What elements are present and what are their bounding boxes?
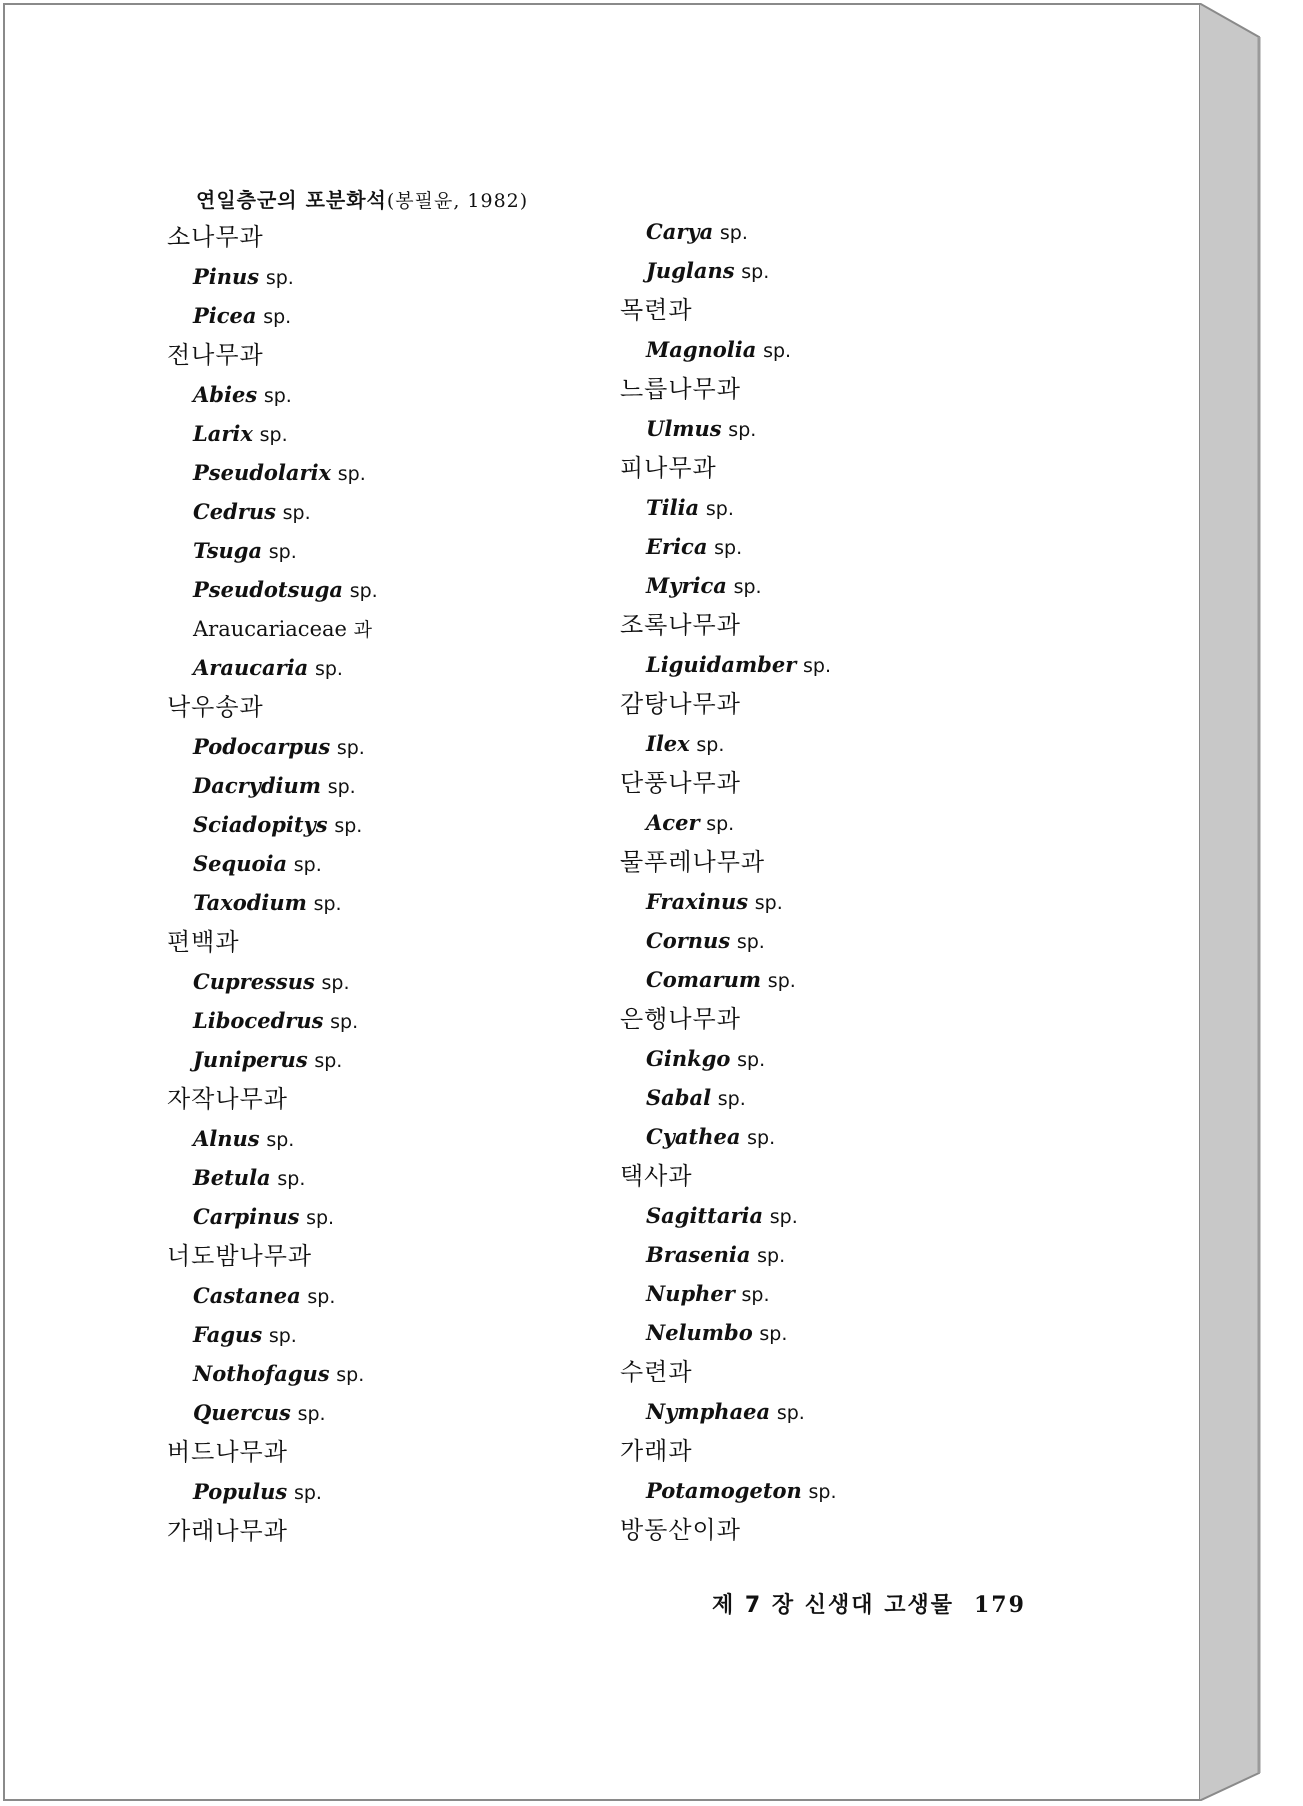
footer-chapter: 제 7 장 신생대 고생물 [712,1593,954,1618]
genus-entry [167,380,292,411]
species-abbrev: sp. [330,1011,359,1033]
genus-name: Dacrydium [193,773,322,798]
species-abbrev: sp. [293,1482,322,1504]
genus-name: Juniperus [193,1047,308,1072]
genus-name: Pinus [193,264,260,289]
species-abbrev: sp. [757,1245,786,1267]
species-abbrev: sp. [719,222,748,244]
genus-entry [620,926,765,957]
genus-entry [620,1476,836,1507]
species-abbrev: sp. [759,1323,788,1345]
species-abbrev: sp. [717,1088,746,1110]
genus-name: Sagittaria [646,1203,764,1228]
genus-entry [167,653,343,684]
species-abbrev: sp. [802,655,831,677]
species-abbrev: sp. [737,1049,766,1071]
family-heading: 조록나무과 [620,611,741,639]
family-heading: 낙우송과 [167,693,264,721]
genus-entry [620,1279,770,1310]
genus-name: Pseudotsuga [193,577,344,602]
genus-name: Acer [646,810,700,835]
family-heading: 감탕나무과 [620,690,741,718]
latin-family-suffix: 과 [353,619,372,641]
genus-entry [167,1320,297,1351]
book-spine-shape [1199,3,1263,1801]
species-abbrev: sp. [349,580,378,602]
genus-name: Nothofagus [193,1361,330,1386]
genus-name: Araucaria [193,655,309,680]
species-abbrev: sp. [307,1286,336,1308]
genus-name: Sciadopitys [193,812,328,837]
family-heading: 물푸레나무과 [620,848,766,876]
genus-name: Erica [646,534,708,559]
species-abbrev: sp. [265,267,294,289]
genus-name: Ilex [646,731,690,756]
genus-entry [620,493,734,524]
book-spine [1199,3,1263,1801]
species-abbrev: sp. [754,892,783,914]
species-abbrev: sp. [763,340,792,362]
genus-name: Quercus [193,1400,291,1425]
genus-entry [167,497,311,528]
species-abbrev: sp. [268,1325,297,1347]
genus-name: Carya [646,219,714,244]
genus-name: Tsuga [193,538,263,563]
family-heading: 편백과 [167,928,240,956]
species-abbrev: sp. [259,424,288,446]
genus-entry [620,808,734,839]
genus-name: Cedrus [193,499,276,524]
family-heading: 은행나무과 [620,1005,741,1033]
genus-entry [167,536,297,567]
genus-name: Sequoia [193,851,288,876]
genus-entry [167,419,288,450]
family-heading: 자작나무과 [167,1085,288,1113]
genus-entry [167,301,291,332]
family-heading: 단풍나무과 [620,769,741,797]
genus-entry [620,414,756,445]
genus-entry [167,1202,334,1233]
species-abbrev: sp. [313,893,342,915]
species-abbrev: sp. [705,498,734,520]
genus-name: Cupressus [193,969,315,994]
genus-name: Larix [193,421,253,446]
genus-name: Ginkgo [646,1046,731,1071]
species-abbrev: sp. [293,854,322,876]
family-heading: 가래나무과 [167,1517,288,1545]
genus-name: Comarum [646,967,762,992]
species-abbrev: sp. [268,541,297,563]
species-abbrev: sp. [266,1129,295,1151]
genus-entry [167,1006,358,1037]
latin-family-name: Araucariaceae [193,617,347,641]
species-abbrev: sp. [334,815,363,837]
genus-entry [620,729,724,760]
genus-name: Libocedrus [193,1008,324,1033]
genus-name: Nelumbo [646,1320,753,1345]
genus-entry [620,256,769,287]
genus-entry [167,888,342,919]
page-footer [712,1588,1026,1619]
genus-name: Castanea [193,1283,301,1308]
genus-entry [620,1044,765,1075]
genus-name: Picea [193,303,257,328]
latin-family-entry [167,614,372,645]
family-heading: 수련과 [620,1358,693,1386]
genus-entry [167,849,322,880]
genus-name: Juglans [646,258,735,283]
genus-entry [167,1124,294,1155]
genus-entry [620,335,791,366]
genus-name: Taxodium [193,890,307,915]
family-heading: 목련과 [620,296,693,324]
species-abbrev: sp. [767,970,796,992]
species-abbrev: sp. [314,658,343,680]
title-source: (봉필윤, 1982) [386,190,529,212]
family-heading: 가래과 [620,1437,693,1465]
genus-entry [167,732,365,763]
genus-name: Nymphaea [646,1399,771,1424]
species-abbrev: sp. [321,972,350,994]
genus-name: Tilia [646,495,700,520]
genus-name: Ulmus [646,416,722,441]
family-heading: 전나무과 [167,341,264,369]
family-heading: 피나무과 [620,454,717,482]
species-abbrev: sp. [776,1402,805,1424]
genus-entry [620,650,831,681]
genus-entry [620,1240,785,1271]
genus-entry [167,575,378,606]
genus-entry [167,967,350,998]
family-heading: 너도밤나무과 [167,1242,313,1270]
genus-entry [620,965,796,996]
title-main: 연일층군의 포분화석 [196,188,387,212]
species-abbrev: sp. [741,261,770,283]
species-abbrev: sp. [336,737,365,759]
family-heading: 버드나무과 [167,1438,288,1466]
genus-entry [167,810,362,841]
species-abbrev: sp. [314,1050,343,1072]
species-abbrev: sp. [282,502,311,524]
genus-name: Sabal [646,1085,712,1110]
family-heading: 방동산이과 [620,1516,741,1544]
genus-name: Fraxinus [646,889,749,914]
species-abbrev: sp. [297,1403,326,1425]
genus-entry [167,771,356,802]
genus-entry [620,1318,787,1349]
species-abbrev: sp. [736,931,765,953]
genus-entry [167,1477,322,1508]
genus-name: Abies [193,382,258,407]
species-abbrev: sp. [769,1206,798,1228]
species-abbrev: sp. [706,813,735,835]
genus-entry [620,571,762,602]
genus-name: Pseudolarix [193,460,332,485]
genus-entry [620,532,742,563]
genus-entry [167,1281,335,1312]
species-abbrev: sp. [808,1481,837,1503]
genus-entry [620,217,748,248]
genus-name: Alnus [193,1126,260,1151]
species-abbrev: sp. [741,1284,770,1306]
genus-entry [167,1163,305,1194]
species-abbrev: sp. [263,306,292,328]
genus-name: Cornus [646,928,731,953]
genus-entry [167,1359,364,1390]
genus-entry [167,1398,326,1429]
species-abbrev: sp. [277,1168,306,1190]
species-abbrev: sp. [733,576,762,598]
species-abbrev: sp. [714,537,743,559]
species-abbrev: sp. [336,1364,365,1386]
genus-name: Podocarpus [193,734,331,759]
species-abbrev: sp. [306,1207,335,1229]
genus-entry [167,458,366,489]
species-abbrev: sp. [696,734,725,756]
species-abbrev: sp. [263,385,292,407]
genus-entry [620,1201,798,1232]
species-abbrev: sp. [337,463,366,485]
genus-name: Betula [193,1165,271,1190]
genus-name: Nupher [646,1281,735,1306]
page-number: 179 [973,1592,1026,1618]
page-title [196,184,528,213]
family-heading: 택사과 [620,1162,693,1190]
species-abbrev: sp. [728,419,757,441]
genus-name: Potamogeton [646,1478,802,1503]
genus-name: Myrica [646,573,727,598]
genus-entry [620,1122,775,1153]
genus-name: Brasenia [646,1242,751,1267]
family-heading: 소나무과 [167,223,264,251]
genus-entry [167,1045,342,1076]
genus-name: Fagus [193,1322,263,1347]
genus-name: Magnolia [646,337,757,362]
genus-name: Populus [193,1479,288,1504]
genus-name: Liguidamber [646,652,797,677]
genus-name: Cyathea [646,1124,741,1149]
genus-entry [620,1397,805,1428]
species-abbrev: sp. [747,1127,776,1149]
genus-entry [620,887,783,918]
genus-entry [167,262,294,293]
genus-entry [620,1083,746,1114]
family-heading: 느릅나무과 [620,375,741,403]
species-abbrev: sp. [327,776,356,798]
genus-name: Carpinus [193,1204,300,1229]
